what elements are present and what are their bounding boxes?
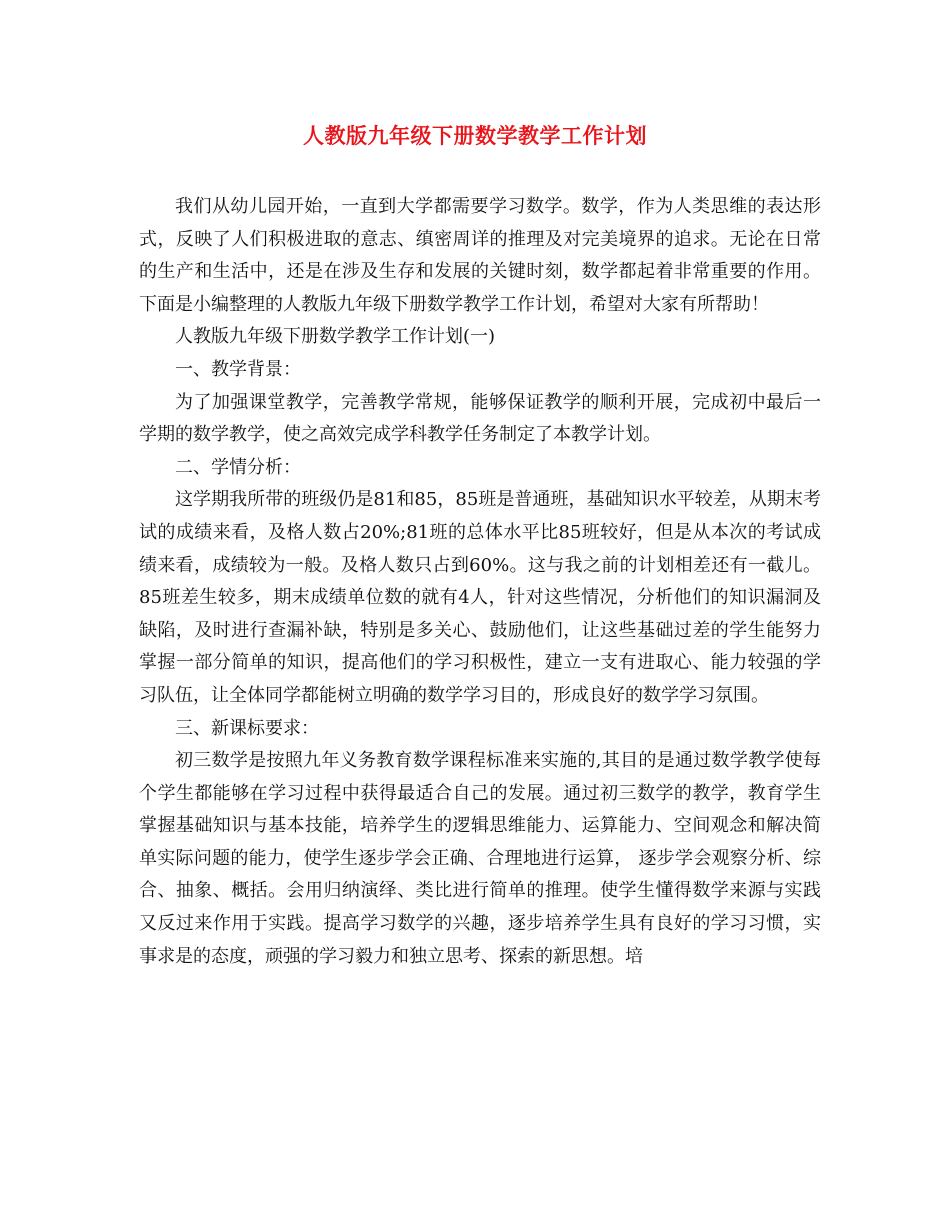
intro-paragraph: 我们从幼儿园开始，一直到大学都需要学习数学。数学，作为人类思维的表达形式，反映了人们积极进取的意志、缜密周详的推理及对完美境界的追求。无论在日常的生产和生活中，还是在涉及生存和发展的关键时刻，数学都起着非常重要的作用。下面是小编整理的人教版九年级下册数学教学工作计划，希望对大家有所帮助！ <box>139 196 821 315</box>
section-heading-standards: 三、新课标要求： <box>175 717 319 739</box>
document-title: 人教版九年级下册数学教学工作计划 <box>303 123 647 148</box>
analysis-paragraph: 这学期我所带的班级仍是81和85，85班是普通班，基础知识水平较差，从期末考试的成绩来看，及格人数占20%;81班的总体水平比85班较好，但是从本次的考试成绩来看，成绩较为一般。及格人数只占到60%。这与我之前的计划相差还有一截儿。85班差生较多，期末成绩单位数的就有4人，针对这些情况，分析他们的知识漏洞及缺陷，及时进行查漏补缺，特别是多关心、鼓励他们，让这些基础过差的学生能努力掌握一部分简单的知识，提高他们的学习积极性，建立一支有进取心、能力较强的学习队伍，让全体同学都能树立明确的数学学习目的，形成良好的数学学习氛围。 <box>139 489 821 706</box>
standards-paragraph: 初三数学是按照九年义务教育数学课程标准来实施的,其目的是通过数学教学使每个学生都能够在学习过程中获得最适合自己的发展。通过初三数学的教学，教育学生掌握基础知识与基本技能，培养学生的逻辑思维能力、运算能力、空间观念和解决简单实际问题的能力，使学生逐步学会正确、合理地进行运算， 逐步学会观察分析、综合、抽象、概括。会用归纳演绎、类比进行简单的推理。使学生懂得数学来源与实践又反过来作用于实践。提高学习数学的兴趣，逐步培养学生具有良好的学习习惯，实事求是的态度，顽强的学习毅力和独立思考、探索的新思想。培 <box>139 750 821 967</box>
section-heading-background: 一、教学背景： <box>175 358 301 380</box>
section-heading-analysis: 二、学情分析： <box>175 456 301 478</box>
background-paragraph: 为了加强课堂教学，完善教学常规，能够保证教学的顺利开展，完成初中最后一学期的数学教学，使之高效完成学科教学任务制定了本教学计划。 <box>139 391 821 446</box>
document-body <box>139 191 821 973</box>
plan-subtitle: 人教版九年级下册数学教学工作计划(一) <box>175 326 496 348</box>
